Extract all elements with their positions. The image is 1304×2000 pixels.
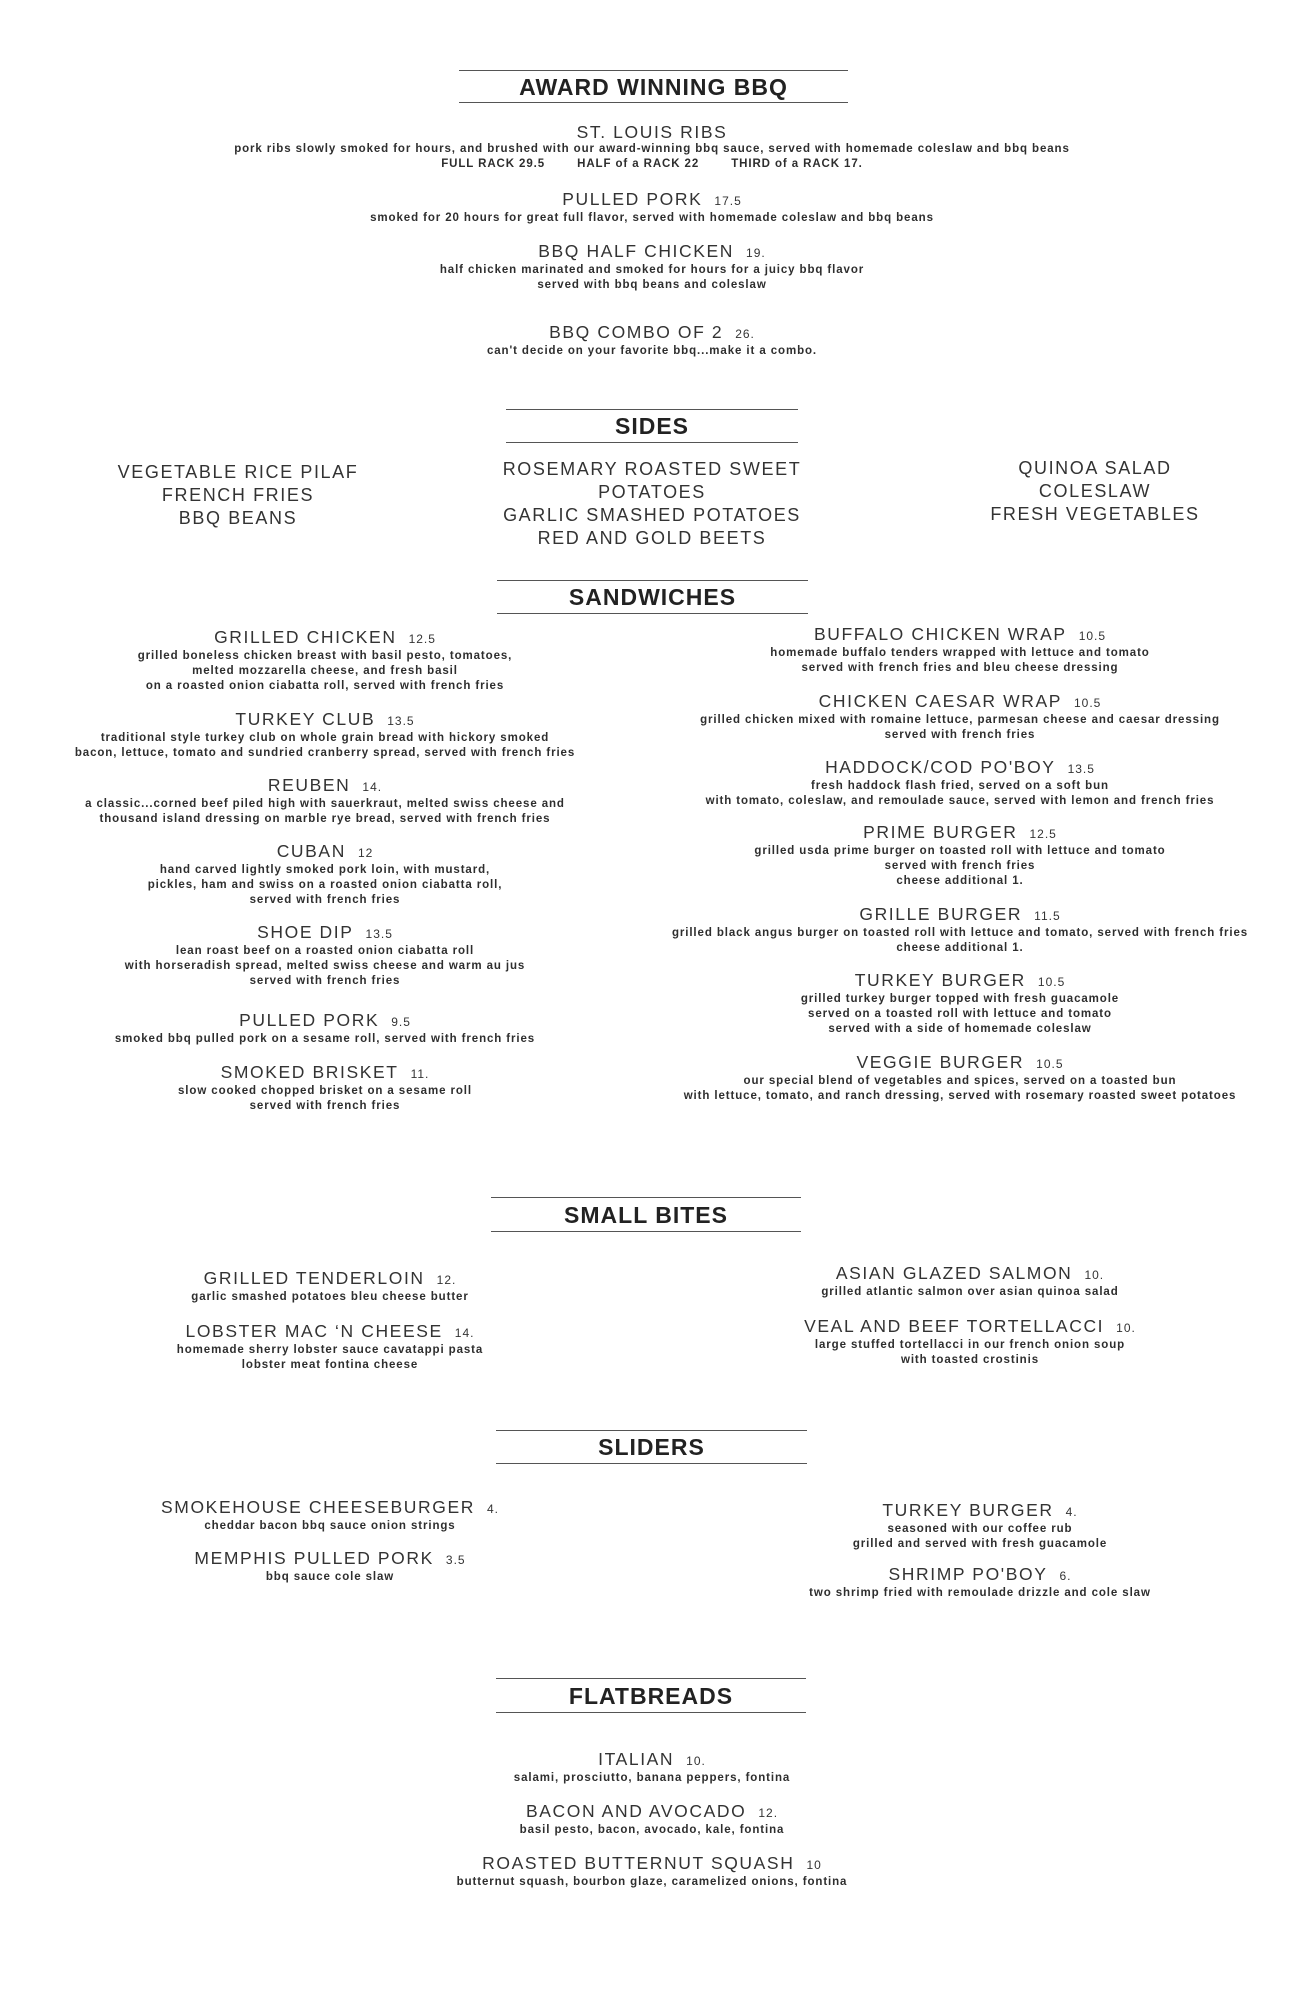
side-item: BBQ BEANS (178, 508, 298, 528)
item-price: 12. (758, 1806, 779, 1820)
item-name: PRIME BURGER (863, 822, 1018, 842)
item-name: GRILLED TENDERLOIN (203, 1268, 425, 1288)
menu-item (650, 822, 1270, 889)
item-description: cheese additional 1. (896, 875, 1024, 887)
item-name: REUBEN (267, 775, 351, 795)
item-description: bbq sauce cole slaw (265, 1571, 395, 1583)
item-name: TURKEY BURGER (854, 970, 1026, 990)
item-description: traditional style turkey club on whole grain bread with hickory smoked (100, 732, 550, 744)
item-price: 10.5 (1036, 1057, 1064, 1071)
item-description: served with french fries (249, 975, 401, 987)
item-description: served on a toasted roll with lettuce and tomato (808, 1008, 1112, 1020)
item-description: served with french fries (249, 894, 401, 906)
sides-column-2 (450, 458, 854, 550)
menu-item (130, 1548, 530, 1585)
item-description: salami, prosciutto, banana peppers, fontina (513, 1772, 791, 1784)
item-name: GRILLE BURGER (859, 904, 1023, 924)
section-header-sandwiches: SANDWICHES (497, 580, 808, 614)
item-description: homemade buffalo tenders wrapped with lettuce and tomato (770, 647, 1150, 659)
section-header-sliders: SLIDERS (496, 1430, 807, 1464)
full-rack-price: FULL RACK 29.5 (441, 158, 546, 170)
item-description: pork ribs slowly smoked for hours, and brushed with our award-winning bbq sauce, served with homemade coleslaw and bbq beans (234, 143, 1070, 155)
side-item: COLESLAW (1038, 481, 1152, 501)
menu-item (650, 970, 1270, 1037)
item-name: SHRIMP PO'BOY (888, 1564, 1048, 1584)
item-price: 11.5 (1034, 909, 1061, 923)
item-price: 12. (436, 1273, 457, 1287)
menu-item (50, 775, 600, 827)
item-description: with tomato, coleslaw, and remoulade sauce, served with lemon and french fries (705, 795, 1215, 807)
item-price: 12.5 (1029, 827, 1057, 841)
item-name: PULLED PORK (239, 1010, 380, 1030)
item-description: grilled atlantic salmon over asian quinoa salad (821, 1286, 1119, 1298)
item-description: pickles, ham and swiss on a roasted onion ciabatta roll, (147, 879, 503, 891)
item-description: grilled usda prime burger on toasted roll with lettuce and tomato (754, 845, 1166, 857)
item-name: ITALIAN (598, 1749, 675, 1769)
item-name: SHOE DIP (257, 922, 354, 942)
item-description: with lettuce, tomato, and ranch dressing, served with rosemary roasted sweet potatoes (683, 1090, 1237, 1102)
item-price: 19. (746, 246, 766, 260)
item-price: 14. (454, 1326, 475, 1340)
menu-item-bbq-half-chicken (200, 241, 1104, 293)
menu-item (760, 1263, 1180, 1300)
item-name: BBQ COMBO OF 2 (549, 322, 724, 342)
item-price: 4. (1065, 1505, 1078, 1519)
item-description: slow cooked chopped brisket on a sesame roll (178, 1085, 472, 1097)
half-rack-price: HALF of a RACK 22 (577, 158, 700, 170)
item-name: BBQ HALF CHICKEN (538, 241, 735, 261)
menu-item (50, 841, 600, 908)
section-header-bbq: AWARD WINNING BBQ (459, 70, 848, 103)
menu-item (130, 1321, 530, 1373)
item-name: HADDOCK/COD PO'BOY (825, 757, 1056, 777)
menu-item (50, 922, 600, 989)
item-price: 10.5 (1074, 696, 1102, 710)
item-description: fresh haddock flash fried, served on a soft bun (811, 780, 1109, 792)
sides-column-1 (88, 461, 388, 530)
menu-item-st-louis-ribs (200, 122, 1104, 172)
item-description: grilled turkey burger topped with fresh guacamole (800, 993, 1120, 1005)
item-name: SMOKED BRISKET (220, 1062, 399, 1082)
side-item: GARLIC SMASHED POTATOES (503, 505, 801, 525)
item-price: 26. (735, 327, 755, 341)
item-name: CHICKEN CAESAR WRAP (818, 691, 1062, 711)
item-description: smoked bbq pulled pork on a sesame roll, served with french fries (114, 1033, 536, 1045)
item-name: ROASTED BUTTERNUT SQUASH (482, 1853, 795, 1873)
item-description: cheddar bacon bbq sauce onion strings (204, 1520, 456, 1532)
item-description: with horseradish spread, melted swiss cheese and warm au jus (124, 960, 526, 972)
item-name: SMOKEHOUSE CHEESEBURGER (161, 1497, 475, 1517)
item-description: butternut squash, bourbon glaze, caramelized onions, fontina (456, 1876, 848, 1888)
item-description: lean roast beef on a roasted onion ciabatta roll (175, 945, 475, 957)
item-name: ST. LOUIS RIBS (576, 122, 728, 142)
item-name: MEMPHIS PULLED PORK (194, 1548, 434, 1568)
menu-item (650, 904, 1270, 956)
item-price: 4. (486, 1502, 499, 1516)
item-description: served with french fries and bleu cheese dressing (801, 662, 1119, 674)
item-name: VEGGIE BURGER (856, 1052, 1025, 1072)
section-header-sides: SIDES (506, 409, 798, 443)
side-item: FRENCH FRIES (161, 485, 315, 505)
item-description: garlic smashed potatoes bleu cheese butter (191, 1291, 469, 1303)
side-item: VEGETABLE RICE PILAF (117, 462, 359, 482)
item-price: 10. (1084, 1268, 1105, 1282)
item-description: served with french fries (884, 860, 1036, 872)
item-name: BACON AND AVOCADO (525, 1801, 747, 1821)
item-description: our special blend of vegetables and spices, served on a toasted bun (743, 1075, 1177, 1087)
item-name: PULLED PORK (562, 189, 703, 209)
menu-item (402, 1853, 902, 1890)
item-description: served with bbq beans and coleslaw (537, 279, 767, 291)
menu-item (760, 1316, 1180, 1368)
third-rack-price: THIRD of a RACK 17. (731, 158, 863, 170)
item-description: cheese additional 1. (896, 942, 1024, 954)
item-description: hand carved lightly smoked pork loin, with mustard, (159, 864, 491, 876)
item-name: BUFFALO CHICKEN WRAP (813, 624, 1067, 644)
side-item: QUINOA SALAD (1018, 458, 1172, 478)
item-description: basil pesto, bacon, avocado, kale, fontina (519, 1824, 785, 1836)
menu-item-bbq-combo (200, 322, 1104, 359)
item-description: large stuffed tortellacci in our french onion soup (814, 1339, 1126, 1351)
menu-item (780, 1500, 1180, 1552)
menu-item (50, 1062, 600, 1114)
item-price: 6. (1059, 1569, 1072, 1583)
menu-item (402, 1801, 902, 1838)
item-description: served with french fries (884, 729, 1036, 741)
item-description: grilled boneless chicken breast with basil pesto, tomatoes, (137, 650, 513, 662)
item-description: thousand island dressing on marble rye bread, served with french fries (99, 813, 551, 825)
item-price: 9.5 (391, 1015, 411, 1029)
item-name: ASIAN GLAZED SALMON (835, 1263, 1073, 1283)
section-header-flatbreads: FLATBREADS (496, 1678, 806, 1713)
item-name: TURKEY CLUB (235, 709, 376, 729)
item-name: VEAL AND BEEF TORTELLACCI (804, 1316, 1105, 1336)
menu-item (650, 624, 1270, 676)
item-description: on a roasted onion ciabatta roll, served with french fries (145, 680, 505, 692)
item-price: 10 (806, 1858, 822, 1872)
item-price: 13.5 (387, 714, 415, 728)
item-description: grilled and served with fresh guacamole (852, 1538, 1108, 1550)
side-item: RED AND GOLD BEETS (537, 528, 767, 548)
menu-item (50, 709, 600, 761)
item-description: two shrimp fried with remoulade drizzle and cole slaw (809, 1587, 1151, 1599)
menu-item (650, 1052, 1270, 1104)
item-price: 13.5 (1067, 762, 1095, 776)
item-price: 13.5 (365, 927, 393, 941)
item-price: 3.5 (445, 1553, 466, 1567)
item-description: a classic...corned beef piled high with sauerkraut, melted swiss cheese and (85, 798, 565, 810)
item-price: 10.5 (1037, 975, 1066, 989)
side-item: ROSEMARY ROASTED SWEET POTATOES (502, 459, 802, 502)
item-description: lobster meat fontina cheese (241, 1359, 419, 1371)
side-item: FRESH VEGETABLES (990, 504, 1200, 524)
section-header-small-bites: SMALL BITES (491, 1197, 801, 1232)
item-description: served with french fries (249, 1100, 401, 1112)
item-price: 17.5 (714, 194, 742, 208)
menu-item (650, 757, 1270, 809)
item-price: 14. (362, 780, 383, 794)
item-description: with toasted crostinis (900, 1354, 1039, 1366)
menu-item (50, 627, 600, 694)
item-description: grilled chicken mixed with romaine lettuce, parmesan cheese and caesar dressing (700, 714, 1220, 726)
item-description: melted mozzarella cheese, and fresh basil (192, 665, 458, 677)
item-name: LOBSTER MAC ‘N CHEESE (185, 1321, 443, 1341)
item-description: grilled black angus burger on toasted roll with lettuce and tomato, served with french fries (671, 927, 1249, 939)
rack-prices (200, 157, 1104, 172)
item-price: 10.5 (1078, 629, 1107, 643)
sides-column-3 (954, 457, 1236, 526)
item-description: can't decide on your favorite bbq...make it a combo. (486, 345, 818, 357)
item-name: GRILLED CHICKEN (214, 627, 397, 647)
menu-item (650, 691, 1270, 743)
item-price: 10. (1116, 1321, 1136, 1335)
menu-item (50, 1010, 600, 1047)
item-price: 12 (357, 846, 374, 860)
menu-item (130, 1268, 530, 1305)
item-price: 12.5 (408, 632, 436, 646)
item-description: seasoned with our coffee rub (887, 1523, 1073, 1535)
item-name: TURKEY BURGER (882, 1500, 1054, 1520)
item-price: 10. (686, 1754, 706, 1768)
menu-item (780, 1564, 1180, 1601)
menu-item (130, 1497, 530, 1534)
item-name: CUBAN (276, 841, 346, 861)
menu-item-pulled-pork-bbq (200, 189, 1104, 226)
item-description: bacon, lettuce, tomato and sundried cranberry spread, served with french fries (74, 747, 576, 759)
menu-item (402, 1749, 902, 1786)
item-description: half chicken marinated and smoked for hours for a juicy bbq flavor (439, 264, 865, 276)
item-price: 11. (410, 1067, 430, 1081)
item-description: served with a side of homemade coleslaw (828, 1023, 1092, 1035)
item-description: smoked for 20 hours for great full flavor, served with homemade coleslaw and bbq beans (370, 212, 934, 224)
item-description: homemade sherry lobster sauce cavatappi pasta (176, 1344, 484, 1356)
